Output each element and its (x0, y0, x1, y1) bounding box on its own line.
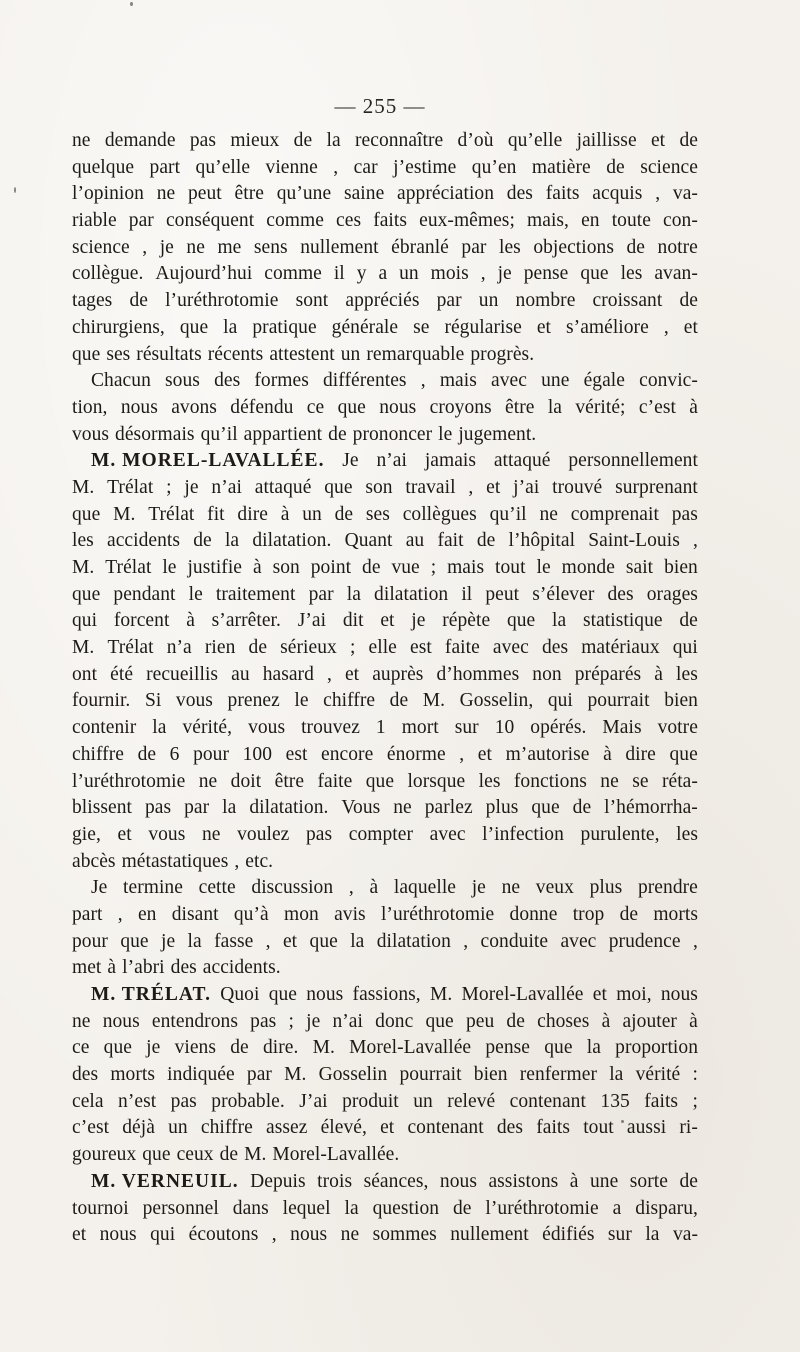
text-line: abcès métastatiques , etc. (72, 850, 274, 872)
text-line: c’est déjà un chiffre assez élevé, et contenant des faits tout aussi ri- (72, 1117, 698, 1139)
speaker-name: M. VERNEUIL. (91, 1170, 239, 1192)
text-line: M. TRÉLAT. Quoi que nous fassions, M. Morel-Lavallée et moi, nous (72, 982, 698, 1009)
text-line: ne nous entendrons pas ; je n’ai donc que peu de choses à ajouter à (72, 1010, 698, 1032)
text-line: goureux que ceux de M. Morel-Lavallée. (72, 1144, 400, 1166)
text-line: Chacun sous des formes différentes , mais avec une égale convic- (91, 370, 698, 392)
text-line: M. Trélat ; je n’ai attaqué que son travail , et j’ai trouvé surprenant (72, 476, 698, 498)
text-line: M. VERNEUIL. Depuis trois séances, nous assistons à une sorte de (72, 1169, 698, 1196)
text-line: ont été recueillis au hasard , et auprès d’hommes non préparés à les (72, 663, 698, 685)
text-line: met à l’abri des accidents. (72, 957, 281, 979)
text-line: l’uréthrotomie ne doit être faite que lorsque les fonctions ne se réta- (72, 770, 698, 792)
text-line: cela n’est pas probable. J’ai produit un relevé contenant 135 faits ; (72, 1090, 698, 1112)
text-line: gie, et vous ne voulez pas compter avec l’infection purulente, les (72, 823, 698, 845)
text-line: tages de l’uréthrotomie sont appréciés par un nombre croissant de (72, 290, 698, 312)
text-line: chirurgiens, que la pratique générale se régularise et s’améliore , et (72, 316, 698, 338)
text-line: ce que je viens de dire. M. Morel-Lavallée pense que la proportion (72, 1037, 698, 1059)
text-line: que M. Trélat fit dire à un de ses collègues qu’il ne comprenait pas (72, 503, 698, 525)
text-line: quelque part qu’elle vienne , car j’estime qu’en matière de science (72, 156, 698, 178)
text-line: riable par conséquent comme ces faits eux-mêmes; mais, en toute con- (72, 210, 698, 232)
text-line: des morts indiquée par M. Gosselin pourrait bien renfermer la vérité : (72, 1064, 698, 1086)
text-line: M. Trélat le justifie à son point de vue ; mais tout le monde sait bien (72, 557, 698, 578)
text-line: M. Trélat n’a rien de sérieux ; elle est faite avec des matériaux qui (72, 637, 698, 659)
text-line: tournoi personnel dans lequel la question de l’uréthrotomie a disparu, (72, 1197, 698, 1219)
ink-speck (130, 2, 133, 6)
speaker-name: M. MOREL-LAVALLÉE. (91, 450, 325, 472)
speaker-name: M. TRÉLAT. (91, 984, 211, 1005)
text-line: pour que je la fasse , et que la dilatation , conduite avec prudence , (72, 930, 698, 952)
ink-speck (621, 1120, 624, 1123)
body-text (72, 128, 698, 1249)
ink-speck (14, 187, 16, 193)
text-line: M. MOREL-LAVALLÉE. Je n’ai jamais attaqué personnellement (72, 448, 698, 475)
text-line: l’opinion ne peut être qu’une saine appréciation des faits acquis , va- (72, 183, 698, 205)
text-line: collègue. Aujourd’hui comme il y a un mois , je pense que les avan- (72, 263, 698, 285)
text-line: et nous qui écoutons , nous ne sommes nullement édifiés sur la va- (72, 1224, 698, 1246)
text-line: que pendant le traitement par la dilatation il peut s’élever des orages (72, 583, 698, 605)
text-line: contenir la vérité, vous trouvez 1 mort sur 10 opérés. Mais votre (72, 717, 698, 739)
text-line: que ses résultats récents attestent un remarquable progrès. (72, 343, 535, 365)
text-line: tion, nous avons défendu ce que nous croyons être la vérité; c’est à (72, 396, 698, 418)
text-line: science , je ne me sens nullement ébranlé par les objections de notre (72, 236, 698, 258)
text-line: les accidents de la dilatation. Quant au fait de l’hôpital Saint-Louis , (72, 530, 698, 552)
text-line: vous désormais qu’il appartient de prononcer le jugement. (72, 423, 537, 445)
text-line: Je termine cette discussion , à laquelle je ne veux plus prendre (91, 877, 698, 899)
text-line: chiffre de 6 pour 100 est encore énorme , et m’autorise à dire que (72, 743, 698, 765)
text-line: qui forcent à s’arrêter. J’ai dit et je répète que la statistique de (72, 610, 698, 632)
text-line: ne demande pas mieux de la reconnaître d’où qu’elle jaillisse et de (72, 130, 698, 151)
text-line: blissent pas par la dilatation. Vous ne parlez plus que de l’hémorrha- (72, 797, 698, 819)
text-line: fournir. Si vous prenez le chiffre de M. Gosselin, qui pourrait bien (72, 690, 698, 712)
text-line: part , en disant qu’à mon avis l’uréthrotomie donne trop de morts (72, 903, 698, 925)
page-number: — 255 — (334, 94, 426, 118)
